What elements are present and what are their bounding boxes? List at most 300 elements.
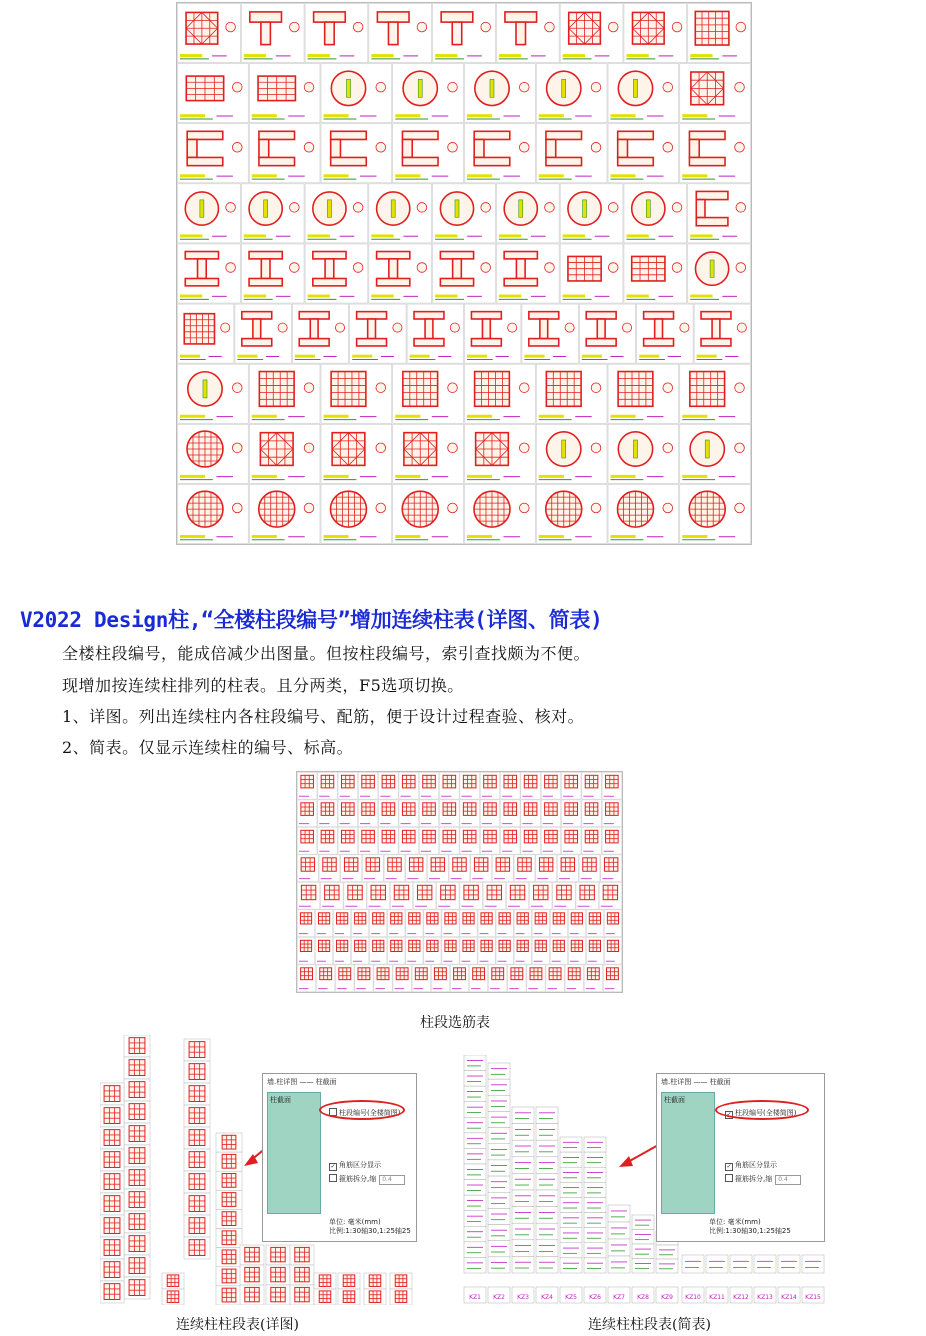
- table-cell: [778, 1255, 800, 1273]
- column-segment: [184, 1127, 210, 1149]
- section-cell: [369, 184, 432, 243]
- rebar-cell: [388, 910, 405, 937]
- section-cell: [305, 4, 368, 63]
- column-segment: [216, 1229, 242, 1248]
- section-list[interactable]: [267, 1092, 321, 1214]
- checked-icon: ✓: [726, 1163, 732, 1170]
- rebar-cell: [450, 965, 468, 992]
- option-section-numbering[interactable]: 柱段编号(全楼简图): [329, 1108, 400, 1118]
- column-segment: [290, 1285, 314, 1305]
- section-cell: [496, 244, 559, 303]
- column-label: KZ7: [613, 1294, 625, 1301]
- rebar-cell: [471, 855, 492, 882]
- rebar-cell: [508, 965, 526, 992]
- column-segment: [216, 1133, 242, 1152]
- table-cell: [656, 1259, 678, 1273]
- table-cell: [512, 1173, 534, 1190]
- column-segment: [364, 1273, 386, 1289]
- section-cell: [305, 184, 368, 243]
- table-cell: [464, 1242, 486, 1258]
- section-cell: [465, 304, 521, 363]
- table-cell: [536, 1207, 558, 1224]
- section-cell: [680, 424, 751, 483]
- rebar-cell: [318, 772, 338, 799]
- rebar-cell: [352, 937, 369, 964]
- column-label: KZ2: [493, 1294, 505, 1301]
- rebar-cell: [586, 910, 603, 937]
- column-segment: [290, 1245, 314, 1265]
- section-cell: [369, 244, 432, 303]
- table-cell: [632, 1230, 654, 1245]
- scale-line: 比例:1:30轴30,1:25轴25: [329, 1227, 411, 1235]
- rebar-cell: [501, 772, 521, 799]
- column-segment: [266, 1245, 290, 1265]
- rebar-cell: [315, 937, 332, 964]
- column-segment: [184, 1171, 210, 1193]
- column-segment: [216, 1152, 242, 1171]
- column-segment: [100, 1237, 124, 1259]
- rebar-cell: [431, 965, 449, 992]
- scale-line: 比例:1:30轴30,1:25轴25: [709, 1227, 791, 1235]
- rebar-cell: [478, 937, 495, 964]
- rebar-cell: [358, 827, 378, 854]
- column-segment: [216, 1248, 242, 1267]
- table-cell: [584, 1182, 606, 1197]
- column-segment: [124, 1233, 150, 1255]
- column-segment: [100, 1105, 124, 1127]
- caption-simple: 连续柱柱段表(简表): [588, 1317, 711, 1333]
- section-cell: [579, 304, 635, 363]
- rebar-cell: [480, 800, 500, 827]
- rebar-cell: [319, 855, 340, 882]
- rebar-cell: [530, 882, 552, 909]
- section-cell: [560, 4, 623, 63]
- table-cell: [488, 1257, 510, 1273]
- rebar-cell: [576, 882, 598, 909]
- rebar-cell: [334, 910, 351, 937]
- column-segment: [184, 1105, 210, 1127]
- table-cell: [584, 1197, 606, 1212]
- table-cell: [512, 1124, 534, 1141]
- rebar-cell: [440, 827, 460, 854]
- rebar-cell: [442, 910, 459, 937]
- split-scale-input[interactable]: 0.4: [775, 1175, 801, 1185]
- section-cell: [393, 64, 464, 123]
- paragraph-2: 现增加按连续柱排列的柱表。且分两类，F5选项切换。: [62, 676, 464, 695]
- rebar-cell: [480, 772, 500, 799]
- column-segment: [184, 1149, 210, 1171]
- column-label: KZ10: [685, 1294, 701, 1301]
- rebar-cell: [514, 910, 531, 937]
- section-cell: [178, 124, 249, 183]
- rebar-cell: [602, 772, 622, 799]
- rebar-cell: [550, 937, 567, 964]
- rebar-cell: [341, 855, 362, 882]
- paragraph-4: 2、简表。仅显示连续柱的编号、标高。: [62, 738, 354, 757]
- table-cell: [464, 1086, 486, 1102]
- rebar-cell: [460, 800, 480, 827]
- section-cell: [433, 184, 496, 243]
- section-cell: [393, 484, 464, 543]
- table-cell: [512, 1107, 534, 1124]
- rebar-cell: [460, 910, 477, 937]
- table-cell: [464, 1071, 486, 1087]
- section-cell: [608, 364, 679, 423]
- section-cell: [624, 244, 687, 303]
- column-segment: [162, 1273, 184, 1289]
- column-segment: [390, 1273, 412, 1289]
- section-cell: [536, 364, 607, 423]
- section-cell: [369, 4, 432, 63]
- rebar-cell: [358, 772, 378, 799]
- rebar-cell: [336, 965, 354, 992]
- column-label: KZ9: [661, 1294, 673, 1301]
- column-segment: [184, 1039, 210, 1061]
- rebar-cell: [602, 827, 622, 854]
- column-segment: [124, 1255, 150, 1277]
- table-cell: [560, 1152, 582, 1167]
- rebar-cell: [532, 910, 549, 937]
- table-cell: [608, 1256, 630, 1273]
- section-cell: [249, 484, 320, 543]
- column-label: KZ3: [517, 1294, 529, 1301]
- rebar-cell: [317, 965, 335, 992]
- rebar-cell: [550, 910, 567, 937]
- rebar-cell: [399, 772, 419, 799]
- rebar-cell: [579, 855, 600, 882]
- column-segment: [100, 1171, 124, 1193]
- rebar-cell: [338, 827, 358, 854]
- section-cell: [536, 64, 607, 123]
- section-cell: [393, 424, 464, 483]
- table-cell: [560, 1197, 582, 1212]
- rebar-selection-sheet: [296, 771, 623, 993]
- table-cell: [584, 1258, 606, 1273]
- column-segment: [184, 1061, 210, 1083]
- rebar-cell: [546, 965, 564, 992]
- column-segment: [338, 1289, 360, 1305]
- table-cell: [608, 1205, 630, 1222]
- rebar-cell: [599, 882, 621, 909]
- table-cell: [512, 1157, 534, 1174]
- table-cell: [536, 1256, 558, 1273]
- rebar-cell: [501, 800, 521, 827]
- table-cell: [488, 1079, 510, 1095]
- section-cell: [321, 484, 392, 543]
- section-cell: [465, 364, 536, 423]
- section-cell: [178, 244, 241, 303]
- column-segment: [124, 1167, 150, 1189]
- rebar-cell: [355, 965, 373, 992]
- rebar-cell: [297, 772, 317, 799]
- table-cell: [584, 1243, 606, 1258]
- table-cell: [536, 1223, 558, 1240]
- section-list-header: 柱截面: [664, 1096, 685, 1104]
- unit-line: 单位: 毫米(mm): [329, 1218, 381, 1226]
- table-cell: [488, 1176, 510, 1192]
- section-cell: [178, 184, 241, 243]
- highlight-oval: [319, 1100, 405, 1120]
- rebar-cell: [601, 855, 622, 882]
- table-cell: [560, 1228, 582, 1243]
- rebar-cell: [480, 827, 500, 854]
- rebar-cell: [442, 937, 459, 964]
- table-cell: [560, 1167, 582, 1182]
- section-cell: [465, 424, 536, 483]
- column-segment: [240, 1265, 264, 1285]
- table-cell: [512, 1140, 534, 1157]
- paragraph-3: 1、详图。列出连续柱内各柱段编号、配筋，便于设计过程查验、核对。: [62, 707, 585, 726]
- table-cell: [512, 1256, 534, 1273]
- section-cell: [178, 4, 241, 63]
- section-cell: [178, 304, 234, 363]
- section-cell: [608, 124, 679, 183]
- column-segment: [124, 1101, 150, 1123]
- column-segment: [390, 1289, 412, 1305]
- table-cell: [512, 1240, 534, 1257]
- column-segment: [184, 1237, 210, 1259]
- column-label: KZ1: [469, 1294, 481, 1301]
- rebar-cell: [501, 827, 521, 854]
- section-cell: [694, 304, 750, 363]
- option-corner-rebar[interactable]: ✓ 角筋区分显示: [330, 1161, 381, 1170]
- table-cell: [608, 1222, 630, 1239]
- paragraph-1: 全楼柱段编号，能成倍减少出图量。但按柱段编号，索引查找颇为不便。: [62, 644, 591, 663]
- checkbox-icon: [725, 1174, 733, 1182]
- table-cell: [464, 1133, 486, 1149]
- rebar-cell: [440, 800, 460, 827]
- table-cell: [512, 1190, 534, 1207]
- rebar-cell: [582, 772, 602, 799]
- table-cell: [656, 1245, 678, 1259]
- column-label: KZ5: [565, 1294, 577, 1301]
- rebar-cell: [370, 937, 387, 964]
- table-cell: [464, 1226, 486, 1242]
- section-cell: [680, 364, 751, 423]
- column-segment: [314, 1273, 336, 1289]
- rebar-cell: [604, 910, 621, 937]
- table-cell: [536, 1240, 558, 1257]
- column-segment: [124, 1123, 150, 1145]
- table-cell: [730, 1255, 752, 1273]
- rebar-cell: [506, 882, 528, 909]
- table-cell: [632, 1215, 654, 1230]
- rebar-cell: [602, 800, 622, 827]
- section-cell: [249, 124, 320, 183]
- column-segment: [124, 1057, 150, 1079]
- section-cell: [680, 64, 751, 123]
- rebar-cell: [449, 855, 470, 882]
- rebar-cell: [568, 937, 585, 964]
- table-cell: [754, 1255, 776, 1273]
- section-cell: [465, 64, 536, 123]
- column-label: KZ11: [709, 1294, 725, 1301]
- section-cell: [249, 64, 320, 123]
- rebar-cell: [297, 965, 315, 992]
- rebar-cell: [358, 800, 378, 827]
- rebar-cell: [527, 965, 545, 992]
- column-segment: [124, 1035, 150, 1057]
- option-corner-rebar[interactable]: ✓ 角筋区分显示: [726, 1161, 777, 1170]
- table-cell: [464, 1055, 486, 1071]
- table-cell: [584, 1152, 606, 1167]
- rebar-cell: [321, 882, 343, 909]
- column-segment: [216, 1190, 242, 1209]
- table-cell: [488, 1208, 510, 1224]
- column-segment: [184, 1193, 210, 1215]
- rebar-cell: [297, 800, 317, 827]
- rebar-cell: [379, 827, 399, 854]
- rebar-cell: [388, 937, 405, 964]
- section-list[interactable]: [661, 1092, 715, 1214]
- rebar-cell: [582, 800, 602, 827]
- column-segment: [240, 1285, 264, 1305]
- rebar-cell: [536, 855, 557, 882]
- column-segment: [124, 1189, 150, 1211]
- rebar-cell: [460, 772, 480, 799]
- section-cell: [433, 4, 496, 63]
- rebar-cell: [413, 882, 435, 909]
- column-segment: [240, 1245, 264, 1265]
- rebar-cell: [603, 965, 621, 992]
- rebar-cell: [541, 827, 561, 854]
- section-cell: [178, 484, 249, 543]
- section-cell: [321, 364, 392, 423]
- column-label: KZ14: [781, 1294, 797, 1301]
- table-cell: [560, 1137, 582, 1152]
- option-stirrup-split[interactable]: 箍筋拆分,缩 0.4: [329, 1174, 405, 1185]
- table-cell: [488, 1144, 510, 1160]
- rebar-cell: [379, 800, 399, 827]
- section-cell: [496, 184, 559, 243]
- rebar-cell: [437, 882, 459, 909]
- section-cell: [536, 124, 607, 183]
- rebar-cell: [424, 937, 441, 964]
- rebar-cell: [406, 855, 427, 882]
- table-cell: [632, 1244, 654, 1259]
- table-cell: [802, 1255, 824, 1273]
- table-cell: [464, 1195, 486, 1211]
- section-cell: [608, 424, 679, 483]
- dialog-title: 墙.柱详图 —— 柱截面: [267, 1078, 337, 1086]
- section-cell: [680, 124, 751, 183]
- table-cell: [536, 1173, 558, 1190]
- section-cell: [680, 484, 751, 543]
- rebar-cell: [584, 965, 602, 992]
- section-cell: [688, 4, 751, 63]
- rebar-cell: [399, 827, 419, 854]
- rebar-cell: [557, 855, 578, 882]
- caption-rebar-selection: 柱段选筋表: [420, 1015, 490, 1031]
- rebar-cell: [315, 910, 332, 937]
- table-cell: [464, 1102, 486, 1118]
- section-cell: [536, 424, 607, 483]
- table-cell: [536, 1190, 558, 1207]
- table-cell: [560, 1243, 582, 1258]
- rebar-cell: [362, 855, 383, 882]
- column-segment: [184, 1083, 210, 1105]
- rebar-cell: [412, 965, 430, 992]
- column-segment: [216, 1267, 242, 1286]
- column-segment: [100, 1127, 124, 1149]
- section-cell: [624, 4, 687, 63]
- column-label: KZ12: [733, 1294, 749, 1301]
- section-cell: [608, 64, 679, 123]
- caption-detail: 连续柱柱段表(详图): [176, 1317, 299, 1333]
- option-stirrup-split[interactable]: 箍筋拆分,缩 0.4: [725, 1174, 801, 1185]
- split-scale-input[interactable]: 0.4: [379, 1175, 405, 1185]
- section-cell: [688, 244, 751, 303]
- table-cell: [536, 1157, 558, 1174]
- table-cell: [488, 1063, 510, 1079]
- column-segment: [100, 1215, 124, 1237]
- table-cell: [584, 1137, 606, 1152]
- section-cell: [178, 64, 249, 123]
- rebar-cell: [568, 910, 585, 937]
- rebar-cell: [318, 827, 338, 854]
- rebar-cell: [489, 965, 507, 992]
- section-drawing-sheet-top: [176, 2, 752, 545]
- section-cell: [178, 364, 249, 423]
- table-cell: [488, 1111, 510, 1127]
- table-cell: [560, 1213, 582, 1228]
- rebar-cell: [393, 965, 411, 992]
- table-cell: [584, 1213, 606, 1228]
- rebar-cell: [406, 937, 423, 964]
- rebar-cell: [541, 772, 561, 799]
- section-cell: [241, 244, 304, 303]
- rebar-cell: [561, 800, 581, 827]
- highlight-oval: [715, 1100, 809, 1120]
- rebar-cell: [297, 937, 314, 964]
- rebar-cell: [496, 937, 513, 964]
- section-cell: [321, 124, 392, 183]
- section-cell: [688, 184, 751, 243]
- column-segment: [266, 1285, 290, 1305]
- rebar-cell: [419, 772, 439, 799]
- rebar-cell: [440, 772, 460, 799]
- column-segment: [216, 1209, 242, 1228]
- table-cell: [512, 1223, 534, 1240]
- table-cell: [464, 1211, 486, 1227]
- option-section-numbering[interactable]: ✓ 柱段编号(全楼简图): [726, 1109, 797, 1118]
- section-cell: [321, 64, 392, 123]
- rebar-cell: [561, 772, 581, 799]
- rebar-cell: [338, 800, 358, 827]
- table-cell: [632, 1259, 654, 1274]
- rebar-cell: [344, 882, 366, 909]
- rebar-cell: [297, 882, 319, 909]
- rebar-cell: [532, 937, 549, 964]
- rebar-cell: [469, 965, 487, 992]
- section-cell: [608, 484, 679, 543]
- rebar-cell: [565, 965, 583, 992]
- table-cell: [560, 1258, 582, 1273]
- rebar-cell: [561, 827, 581, 854]
- unit-line: 单位: 毫米(mm): [709, 1218, 761, 1226]
- table-cell: [706, 1255, 728, 1273]
- section-cell: [624, 184, 687, 243]
- checkbox-icon: [329, 1174, 337, 1182]
- column-label: KZ4: [541, 1294, 553, 1301]
- dialog-left: [262, 1073, 417, 1242]
- column-label: KZ6: [589, 1294, 601, 1301]
- dialog-right: [656, 1073, 825, 1242]
- table-cell: [584, 1167, 606, 1182]
- column-segment: [124, 1145, 150, 1167]
- rebar-cell: [334, 937, 351, 964]
- section-cell: [241, 184, 304, 243]
